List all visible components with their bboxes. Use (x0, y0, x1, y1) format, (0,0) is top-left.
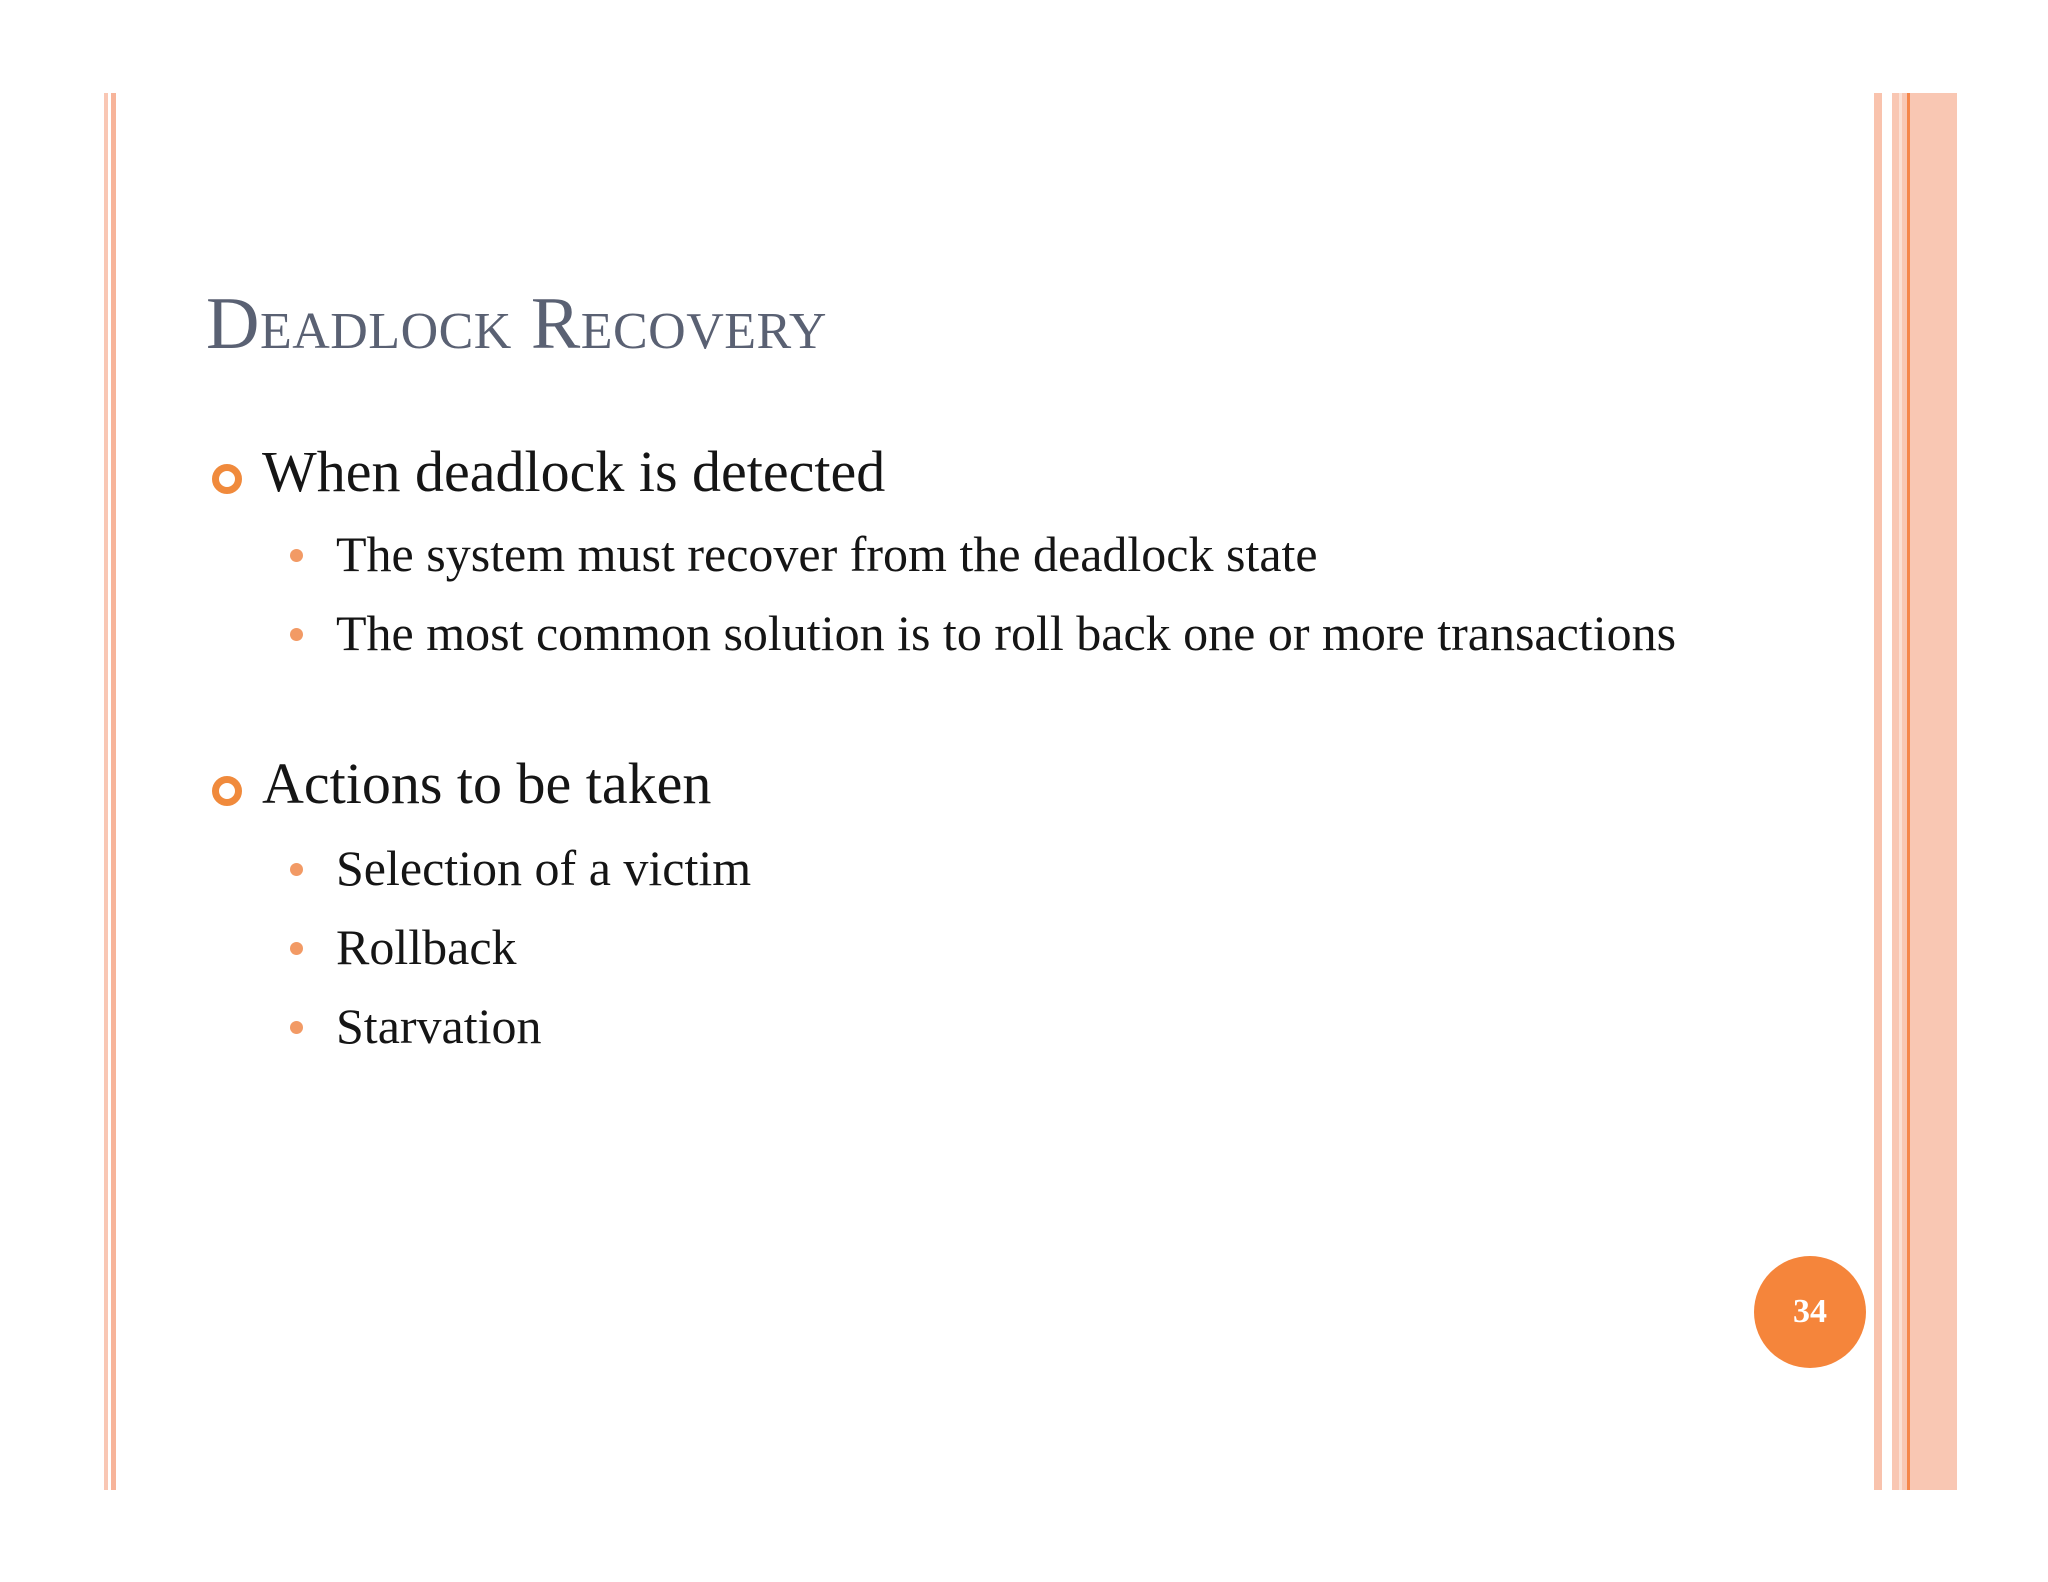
dot-bullet-icon (290, 628, 303, 641)
left-border-line (111, 93, 116, 1490)
dot-bullet-icon (290, 863, 303, 876)
bullet-item: Actions to be taken (262, 751, 712, 816)
sub-bullet-item: The system must recover from the deadlock state (336, 526, 1318, 582)
sub-bullet-item: Selection of a victim (336, 840, 752, 896)
sub-bullet-item: Starvation (336, 998, 542, 1054)
right-border-line (1874, 93, 1882, 1490)
ring-bullet-icon (212, 776, 242, 806)
sub-bullet-item: Rollback (336, 919, 517, 975)
page-number: 34 (1793, 1293, 1827, 1330)
bullet-item: When deadlock is detected (262, 439, 886, 504)
ring-bullet-icon (212, 464, 242, 494)
slide-title: Deadlock Recovery (206, 283, 827, 365)
sub-bullet-item: The most common solution is to roll back one or more transactions (336, 605, 1677, 661)
dot-bullet-icon (290, 1021, 303, 1034)
dot-bullet-icon (290, 549, 303, 562)
right-border-accent-line (1907, 93, 1910, 1490)
left-border-line (104, 93, 108, 1490)
dot-bullet-icon (290, 942, 303, 955)
page-number-badge (1754, 1256, 1866, 1368)
right-border-highlight (1899, 93, 1902, 1490)
